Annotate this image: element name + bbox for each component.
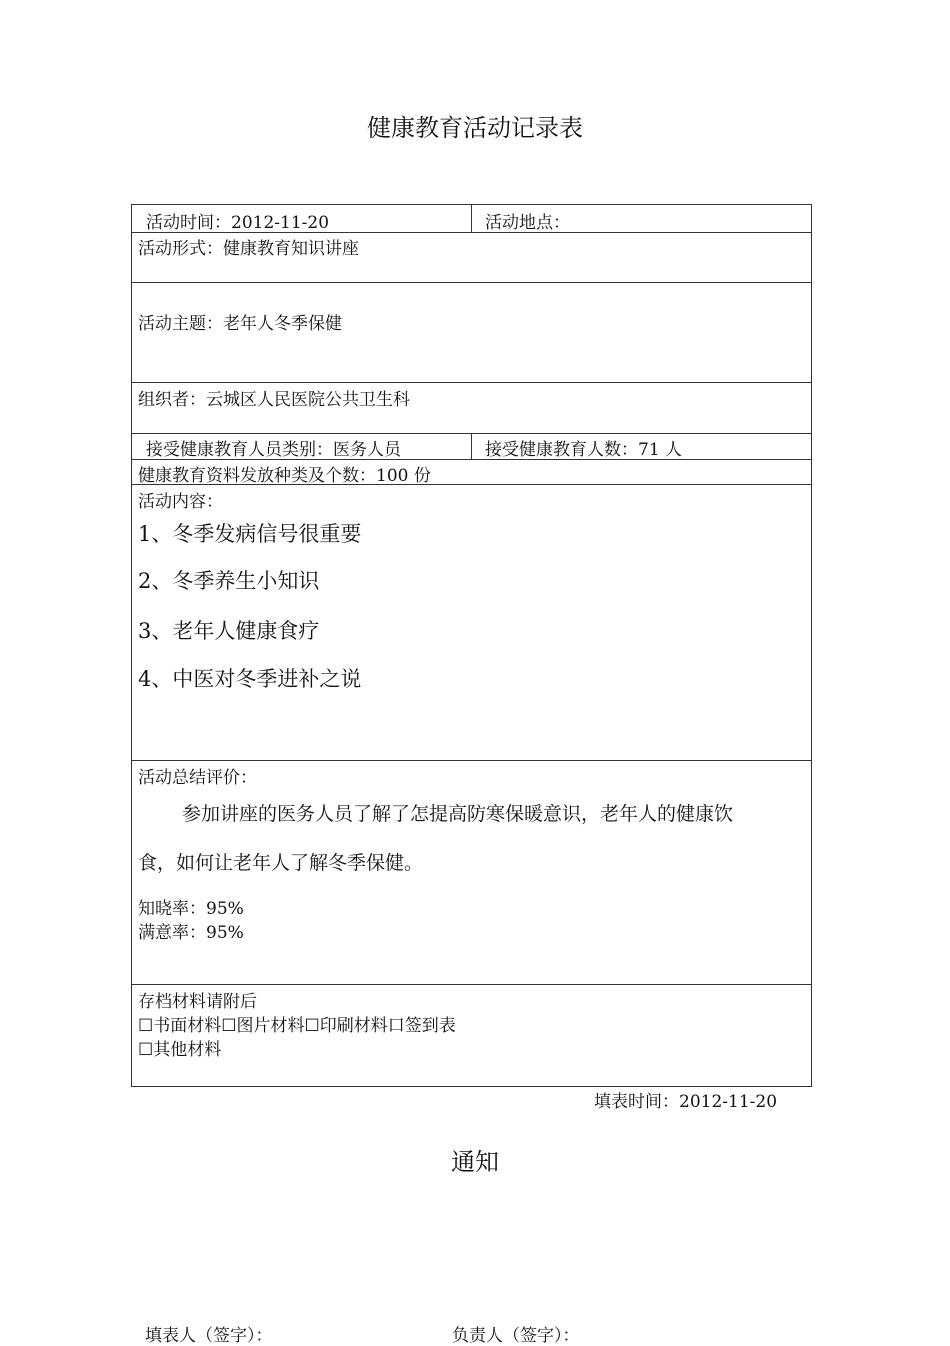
audience-type-cell [132,434,472,459]
manager-signature: 负责人（签字）： [452,1326,580,1346]
activity-form: 活动形式：健康教育知识讲座 [138,239,359,259]
activity-place: 活动地点： [485,213,570,233]
audience-row [132,434,811,460]
notice-heading: 通知 [451,1148,499,1176]
activity-content-row [132,485,811,761]
archive-options-line1: ☐书面材料☐图片材料☐印刷材料口签到表 [138,1016,456,1036]
archive-row [132,985,811,1086]
materials-count: 健康教育资料发放种类及个数：100 份 [138,466,431,486]
document-title: 健康教育活动记录表 [367,114,583,142]
content-item: 3、老年人健康食疗 [138,619,320,643]
awareness-rate: 知晓率：95% [138,899,244,919]
filler-signature: 填表人（签字）： [145,1326,273,1346]
activity-time: 活动时间：2012-11-20 [146,213,330,233]
summary-text-line1: 参加讲座的医务人员了解了怎提高防寒保暖意识，老年人的健康饮 [182,803,734,825]
organizer-row [132,383,811,434]
content-item: 2、冬季养生小知识 [138,569,320,593]
activity-time-cell [132,205,472,232]
content-label: 活动内容： [138,492,223,512]
audience-count: 接受健康教育人数：71 人 [485,440,683,460]
materials-row [132,460,811,485]
activity-form-row [132,233,811,283]
organizer: 组织者：云城区人民医院公共卫生科 [138,390,410,410]
time-place-row [132,205,811,233]
summary-row [132,761,811,985]
fill-date: 填表时间：2012-11-20 [594,1092,778,1112]
content-item: 1、冬季发病信号很重要 [138,522,362,546]
activity-place-cell [471,205,811,232]
content-item: 4、中医对冬季进补之说 [138,667,362,691]
summary-label: 活动总结评价： [138,768,257,788]
summary-text-line2: 食，如何让老年人了解冬季保健。 [138,852,424,874]
audience-count-cell [471,434,811,459]
archive-options-line2: ☐其他材料 [138,1040,222,1060]
activity-record-form [131,204,812,1087]
activity-topic: 活动主题：老年人冬季保健 [138,314,342,334]
satisfaction-rate: 满意率：95% [138,923,244,943]
audience-type: 接受健康教育人员类别：医务人员 [146,440,401,460]
archive-label: 存档材料请附后 [138,992,257,1012]
activity-topic-row [132,283,811,383]
